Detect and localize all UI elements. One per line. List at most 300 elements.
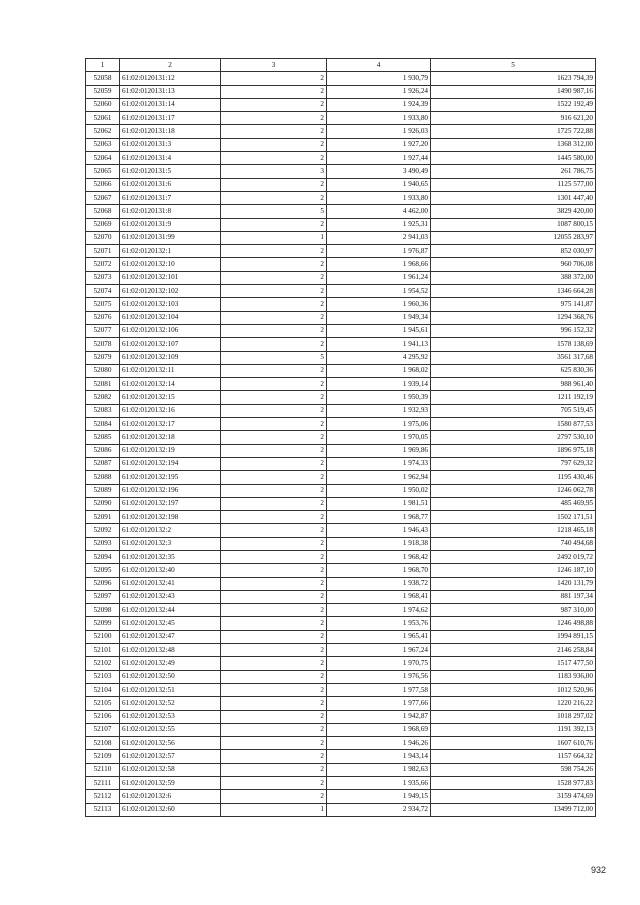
record-id-cell: 52070 (86, 231, 120, 244)
value-cell: 1420 131,79 (431, 577, 596, 590)
record-id-cell: 52104 (86, 683, 120, 696)
value-cell: 987 310,00 (431, 604, 596, 617)
record-id-cell: 52064 (86, 152, 120, 165)
count-cell: 2 (221, 484, 327, 497)
area-cell: 1 953,76 (327, 617, 431, 630)
record-id-cell: 52089 (86, 484, 120, 497)
record-id-cell: 52074 (86, 285, 120, 298)
record-id-cell: 52081 (86, 378, 120, 391)
cadastral-number-cell: 61:02:0120132:60 (120, 803, 221, 816)
column-header-1: 1 (86, 59, 120, 72)
value-cell: 3829 420,00 (431, 205, 596, 218)
cadastral-number-cell: 61:02:0120131:12 (120, 72, 221, 85)
value-cell: 1896 975,18 (431, 444, 596, 457)
area-cell: 1 946,43 (327, 524, 431, 537)
table-row (86, 351, 596, 364)
count-cell: 2 (221, 710, 327, 723)
record-id-cell: 52072 (86, 258, 120, 271)
cadastral-number-cell: 61:02:0120132:35 (120, 550, 221, 563)
value-cell: 3159 474,69 (431, 790, 596, 803)
record-id-cell: 52060 (86, 98, 120, 111)
record-id-cell: 52062 (86, 125, 120, 138)
value-cell: 388 372,00 (431, 271, 596, 284)
value-cell: 1018 297,02 (431, 710, 596, 723)
record-id-cell: 52101 (86, 644, 120, 657)
value-cell: 1623 794,39 (431, 72, 596, 85)
count-cell: 2 (221, 271, 327, 284)
record-id-cell: 52112 (86, 790, 120, 803)
count-cell: 2 (221, 338, 327, 351)
value-cell: 1012 520,96 (431, 683, 596, 696)
count-cell: 2 (221, 683, 327, 696)
area-cell: 1 935,66 (327, 777, 431, 790)
table-row (86, 763, 596, 776)
count-cell: 2 (221, 657, 327, 670)
value-cell: 12055 283,97 (431, 231, 596, 244)
cadastral-number-cell: 61:02:0120132:55 (120, 723, 221, 736)
table-row (86, 524, 596, 537)
cadastral-number-cell: 61:02:0120132:18 (120, 431, 221, 444)
value-cell: 2146 258,84 (431, 644, 596, 657)
table-row (86, 285, 596, 298)
count-cell: 2 (221, 218, 327, 231)
count-cell: 2 (221, 112, 327, 125)
cadastral-number-cell: 61:02:0120131:18 (120, 125, 221, 138)
value-cell: 3561 317,68 (431, 351, 596, 364)
table-row (86, 85, 596, 98)
cadastral-number-cell: 61:02:0120132:197 (120, 497, 221, 510)
count-cell: 2 (221, 391, 327, 404)
table-row (86, 457, 596, 470)
area-cell: 1 942,87 (327, 710, 431, 723)
table-row (86, 431, 596, 444)
table-row (86, 364, 596, 377)
table-row (86, 657, 596, 670)
cadastral-number-cell: 61:02:0120132:104 (120, 311, 221, 324)
count-cell: 2 (221, 418, 327, 431)
record-id-cell: 52066 (86, 178, 120, 191)
area-cell: 1 974,33 (327, 457, 431, 470)
table-row (86, 564, 596, 577)
table-row (86, 484, 596, 497)
count-cell: 2 (221, 590, 327, 603)
table-row (86, 191, 596, 204)
count-cell: 2 (221, 790, 327, 803)
cadastral-number-cell: 61:02:0120131:8 (120, 205, 221, 218)
cadastral-number-cell: 61:02:0120132:16 (120, 404, 221, 417)
value-cell: 1195 430,46 (431, 471, 596, 484)
count-cell: 2 (221, 191, 327, 204)
value-cell: 1246 498,88 (431, 617, 596, 630)
table-row (86, 550, 596, 563)
area-cell: 3 490,49 (327, 165, 431, 178)
value-cell: 1607 610,76 (431, 737, 596, 750)
area-cell: 1 968,69 (327, 723, 431, 736)
count-cell: 2 (221, 98, 327, 111)
value-cell: 13499 712,00 (431, 803, 596, 816)
count-cell: 2 (221, 152, 327, 165)
table-row (86, 125, 596, 138)
value-cell: 485 469,95 (431, 497, 596, 510)
table-row (86, 444, 596, 457)
count-cell: 2 (221, 537, 327, 550)
cadastral-number-cell: 61:02:0120132:57 (120, 750, 221, 763)
record-id-cell: 52105 (86, 697, 120, 710)
record-id-cell: 52100 (86, 630, 120, 643)
cadastral-number-cell: 61:02:0120132:107 (120, 338, 221, 351)
count-cell: 2 (221, 750, 327, 763)
record-id-cell: 52094 (86, 550, 120, 563)
record-id-cell: 52058 (86, 72, 120, 85)
record-id-cell: 52106 (86, 710, 120, 723)
header-row (86, 59, 596, 72)
table-row (86, 271, 596, 284)
table-row (86, 777, 596, 790)
count-cell: 2 (221, 404, 327, 417)
cadastral-number-cell: 61:02:0120132:45 (120, 617, 221, 630)
value-cell: 1157 664,32 (431, 750, 596, 763)
table-row (86, 790, 596, 803)
cadastral-number-cell: 61:02:0120131:9 (120, 218, 221, 231)
record-id-cell: 52063 (86, 138, 120, 151)
cadastral-number-cell: 61:02:0120132:56 (120, 737, 221, 750)
count-cell: 2 (221, 564, 327, 577)
count-cell: 2 (221, 378, 327, 391)
table-row (86, 537, 596, 550)
table-row (86, 710, 596, 723)
record-id-cell: 52078 (86, 338, 120, 351)
cadastral-number-cell: 61:02:0120132:47 (120, 630, 221, 643)
record-id-cell: 52088 (86, 471, 120, 484)
count-cell: 2 (221, 431, 327, 444)
cadastral-number-cell: 61:02:0120131:13 (120, 85, 221, 98)
value-cell: 1528 977,83 (431, 777, 596, 790)
area-cell: 2 934,72 (327, 803, 431, 816)
value-cell: 598 754,26 (431, 763, 596, 776)
table-row (86, 737, 596, 750)
area-cell: 1 939,14 (327, 378, 431, 391)
cadastral-number-cell: 61:02:0120132:106 (120, 324, 221, 337)
record-id-cell: 52103 (86, 670, 120, 683)
value-cell: 1580 877,53 (431, 418, 596, 431)
record-id-cell: 52096 (86, 577, 120, 590)
value-cell: 1211 192,19 (431, 391, 596, 404)
value-cell: 1301 447,40 (431, 191, 596, 204)
area-cell: 1 954,52 (327, 285, 431, 298)
table-row (86, 98, 596, 111)
count-cell: 2 (221, 258, 327, 271)
cadastral-number-cell: 61:02:0120132:198 (120, 511, 221, 524)
record-id-cell: 52076 (86, 311, 120, 324)
table-row (86, 338, 596, 351)
area-cell: 2 941,03 (327, 231, 431, 244)
count-cell: 2 (221, 444, 327, 457)
table-row (86, 497, 596, 510)
count-cell: 1 (221, 231, 327, 244)
cadastral-number-cell: 61:02:0120132:43 (120, 590, 221, 603)
table-row (86, 750, 596, 763)
table-row (86, 418, 596, 431)
count-cell: 2 (221, 697, 327, 710)
count-cell: 2 (221, 125, 327, 138)
column-header-4: 4 (327, 59, 431, 72)
record-id-cell: 52068 (86, 205, 120, 218)
record-id-cell: 52065 (86, 165, 120, 178)
registry-table (85, 58, 596, 817)
record-id-cell: 52108 (86, 737, 120, 750)
count-cell: 2 (221, 457, 327, 470)
record-id-cell: 52107 (86, 723, 120, 736)
record-id-cell: 52084 (86, 418, 120, 431)
count-cell: 2 (221, 644, 327, 657)
cadastral-number-cell: 61:02:0120132:17 (120, 418, 221, 431)
column-header-2: 2 (120, 59, 221, 72)
area-cell: 1 976,87 (327, 245, 431, 258)
record-id-cell: 52110 (86, 763, 120, 776)
cadastral-number-cell: 61:02:0120132:10 (120, 258, 221, 271)
value-cell: 1087 800,15 (431, 218, 596, 231)
cadastral-number-cell: 61:02:0120132:44 (120, 604, 221, 617)
table-row (86, 404, 596, 417)
cadastral-number-cell: 61:02:0120132:101 (120, 271, 221, 284)
page-number: 932 (590, 865, 606, 875)
value-cell: 1294 368,76 (431, 311, 596, 324)
table-row (86, 644, 596, 657)
table-row (86, 178, 596, 191)
table-row (86, 258, 596, 271)
count-cell: 2 (221, 524, 327, 537)
value-cell: 1578 138,69 (431, 338, 596, 351)
record-id-cell: 52059 (86, 85, 120, 98)
count-cell: 2 (221, 298, 327, 311)
area-cell: 1 970,05 (327, 431, 431, 444)
record-id-cell: 52092 (86, 524, 120, 537)
table-row (86, 723, 596, 736)
count-cell: 2 (221, 85, 327, 98)
area-cell: 1 925,31 (327, 218, 431, 231)
table-row (86, 590, 596, 603)
value-cell: 1218 465,18 (431, 524, 596, 537)
record-id-cell: 52080 (86, 364, 120, 377)
count-cell: 5 (221, 205, 327, 218)
count-cell: 2 (221, 617, 327, 630)
cadastral-number-cell: 61:02:0120132:48 (120, 644, 221, 657)
table-body (86, 72, 596, 817)
value-cell: 1445 580,00 (431, 152, 596, 165)
table-row (86, 577, 596, 590)
area-cell: 1 924,39 (327, 98, 431, 111)
count-cell: 2 (221, 763, 327, 776)
record-id-cell: 52082 (86, 391, 120, 404)
area-cell: 1 949,34 (327, 311, 431, 324)
record-id-cell: 52071 (86, 245, 120, 258)
area-cell: 1 960,36 (327, 298, 431, 311)
value-cell: 852 030,97 (431, 245, 596, 258)
record-id-cell: 52061 (86, 112, 120, 125)
table-row (86, 324, 596, 337)
table-row (86, 311, 596, 324)
cadastral-number-cell: 61:02:0120132:51 (120, 683, 221, 696)
area-cell: 1 968,41 (327, 590, 431, 603)
record-id-cell: 52087 (86, 457, 120, 470)
record-id-cell: 52093 (86, 537, 120, 550)
cadastral-number-cell: 61:02:0120132:14 (120, 378, 221, 391)
area-cell: 1 977,66 (327, 697, 431, 710)
value-cell: 1522 192,49 (431, 98, 596, 111)
cadastral-number-cell: 61:02:0120132:194 (120, 457, 221, 470)
record-id-cell: 52069 (86, 218, 120, 231)
area-cell: 1 933,80 (327, 191, 431, 204)
cadastral-number-cell: 61:02:0120131:99 (120, 231, 221, 244)
cadastral-number-cell: 61:02:0120132:52 (120, 697, 221, 710)
area-cell: 4 462,00 (327, 205, 431, 218)
cadastral-number-cell: 61:02:0120132:196 (120, 484, 221, 497)
record-id-cell: 52113 (86, 803, 120, 816)
record-id-cell: 52085 (86, 431, 120, 444)
table-row (86, 683, 596, 696)
area-cell: 1 982,63 (327, 763, 431, 776)
value-cell: 2492 019,72 (431, 550, 596, 563)
area-cell: 1 945,61 (327, 324, 431, 337)
area-cell: 4 295,92 (327, 351, 431, 364)
record-id-cell: 52095 (86, 564, 120, 577)
cadastral-number-cell: 61:02:0120132:109 (120, 351, 221, 364)
count-cell: 2 (221, 245, 327, 258)
table-row (86, 391, 596, 404)
count-cell: 3 (221, 165, 327, 178)
count-cell: 2 (221, 604, 327, 617)
cadastral-number-cell: 61:02:0120132:40 (120, 564, 221, 577)
cadastral-number-cell: 61:02:0120131:17 (120, 112, 221, 125)
area-cell: 1 968,70 (327, 564, 431, 577)
record-id-cell: 52097 (86, 590, 120, 603)
area-cell: 1 950,39 (327, 391, 431, 404)
cadastral-number-cell: 61:02:0120132:53 (120, 710, 221, 723)
cadastral-number-cell: 61:02:0120132:58 (120, 763, 221, 776)
table-row (86, 231, 596, 244)
record-id-cell: 52098 (86, 604, 120, 617)
cadastral-number-cell: 61:02:0120131:7 (120, 191, 221, 204)
value-cell: 705 519,45 (431, 404, 596, 417)
area-cell: 1 968,42 (327, 550, 431, 563)
area-cell: 1 962,94 (327, 471, 431, 484)
count-cell: 2 (221, 364, 327, 377)
cadastral-number-cell: 61:02:0120131:4 (120, 152, 221, 165)
area-cell: 1 941,13 (327, 338, 431, 351)
area-cell: 1 932,93 (327, 404, 431, 417)
table-row (86, 165, 596, 178)
cadastral-number-cell: 61:02:0120132:6 (120, 790, 221, 803)
table-row (86, 72, 596, 85)
count-cell: 2 (221, 178, 327, 191)
area-cell: 1 949,15 (327, 790, 431, 803)
table-row (86, 218, 596, 231)
cadastral-number-cell: 61:02:0120132:11 (120, 364, 221, 377)
cadastral-number-cell: 61:02:0120131:3 (120, 138, 221, 151)
area-cell: 1 926,24 (327, 85, 431, 98)
record-id-cell: 52099 (86, 617, 120, 630)
value-cell: 960 706,08 (431, 258, 596, 271)
area-cell: 1 938,72 (327, 577, 431, 590)
cadastral-number-cell: 61:02:0120132:3 (120, 537, 221, 550)
value-cell: 881 197,34 (431, 590, 596, 603)
record-id-cell: 52111 (86, 777, 120, 790)
count-cell: 2 (221, 311, 327, 324)
count-cell: 2 (221, 497, 327, 510)
count-cell: 2 (221, 777, 327, 790)
value-cell: 1490 987,16 (431, 85, 596, 98)
area-cell: 1 933,80 (327, 112, 431, 125)
table-row (86, 511, 596, 524)
value-cell: 740 494,68 (431, 537, 596, 550)
table-row (86, 630, 596, 643)
value-cell: 1125 577,00 (431, 178, 596, 191)
area-cell: 1 981,51 (327, 497, 431, 510)
record-id-cell: 52067 (86, 191, 120, 204)
area-cell: 1 975,06 (327, 418, 431, 431)
area-cell: 1 927,44 (327, 152, 431, 165)
cadastral-number-cell: 61:02:0120132:2 (120, 524, 221, 537)
area-cell: 1 965,41 (327, 630, 431, 643)
count-cell: 2 (221, 723, 327, 736)
table-row (86, 245, 596, 258)
cadastral-number-cell: 61:02:0120132:49 (120, 657, 221, 670)
record-id-cell: 52091 (86, 511, 120, 524)
table-header (86, 59, 596, 72)
cadastral-number-cell: 61:02:0120131:6 (120, 178, 221, 191)
area-cell: 1 976,56 (327, 670, 431, 683)
table-row (86, 138, 596, 151)
area-cell: 1 950,02 (327, 484, 431, 497)
value-cell: 988 961,40 (431, 378, 596, 391)
count-cell: 1 (221, 803, 327, 816)
cadastral-number-cell: 61:02:0120132:41 (120, 577, 221, 590)
record-id-cell: 52109 (86, 750, 120, 763)
area-cell: 1 927,20 (327, 138, 431, 151)
count-cell: 2 (221, 471, 327, 484)
area-cell: 1 940,65 (327, 178, 431, 191)
value-cell: 261 786,75 (431, 165, 596, 178)
table-row (86, 471, 596, 484)
count-cell: 2 (221, 324, 327, 337)
cadastral-number-cell: 61:02:0120132:59 (120, 777, 221, 790)
value-cell: 1183 936,00 (431, 670, 596, 683)
cadastral-number-cell: 61:02:0120131:5 (120, 165, 221, 178)
area-cell: 1 977,58 (327, 683, 431, 696)
cadastral-number-cell: 61:02:0120132:195 (120, 471, 221, 484)
cadastral-number-cell: 61:02:0120131:14 (120, 98, 221, 111)
cadastral-number-cell: 61:02:0120132:1 (120, 245, 221, 258)
area-cell: 1 968,77 (327, 511, 431, 524)
area-cell: 1 930,79 (327, 72, 431, 85)
cadastral-number-cell: 61:02:0120132:50 (120, 670, 221, 683)
value-cell: 797 629,32 (431, 457, 596, 470)
column-header-3: 3 (221, 59, 327, 72)
cadastral-number-cell: 61:02:0120132:103 (120, 298, 221, 311)
table-row (86, 670, 596, 683)
area-cell: 1 974,62 (327, 604, 431, 617)
value-cell: 1246 187,10 (431, 564, 596, 577)
area-cell: 1 969,86 (327, 444, 431, 457)
value-cell: 916 621,20 (431, 112, 596, 125)
value-cell: 1368 312,00 (431, 138, 596, 151)
area-cell: 1 970,75 (327, 657, 431, 670)
record-id-cell: 52090 (86, 497, 120, 510)
cadastral-number-cell: 61:02:0120132:102 (120, 285, 221, 298)
count-cell: 2 (221, 511, 327, 524)
count-cell: 2 (221, 550, 327, 563)
value-cell: 1517 477,50 (431, 657, 596, 670)
